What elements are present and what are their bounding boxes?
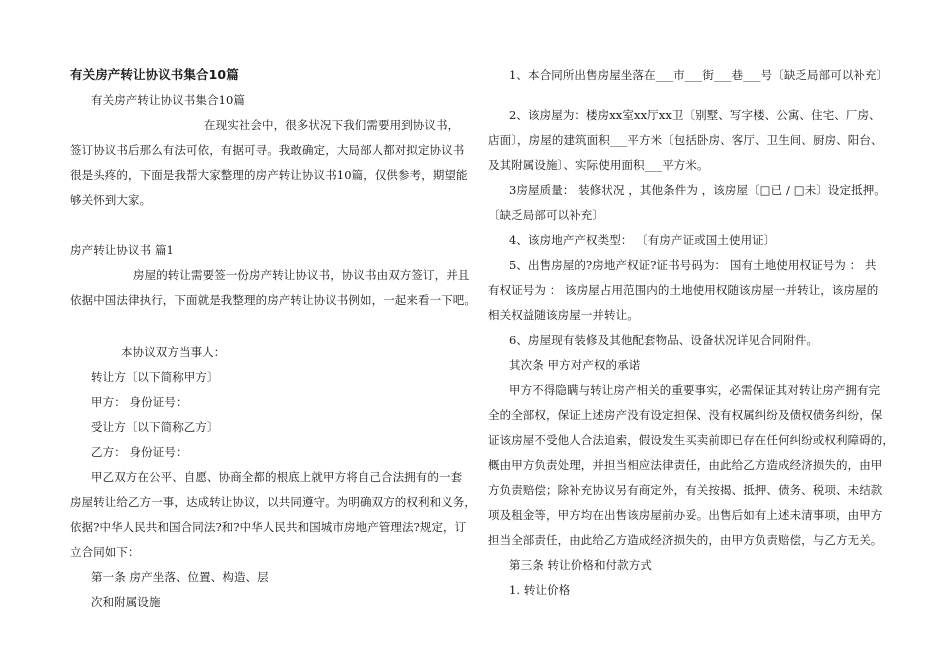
section-heading: 房产转让协议书 篇1 bbox=[70, 243, 174, 257]
article-2-line-5: 方负责赔偿；除补充协议另有商定外，有关按揭、抵押、债务、税项、未结款 bbox=[488, 483, 883, 497]
article-2-line-3: 证该房屋不受他人合法追索，假设发生买卖前即已存在任何纠纷或权利障碍的， bbox=[488, 433, 894, 447]
clause-3-line-2: 〔缺乏局部可以补充〕 bbox=[488, 208, 604, 222]
clause-5-line-2: 有权证号为 ： 该房屋占用范围内的土地使用权随该房屋一并转让，该房屋的 bbox=[488, 283, 879, 297]
para-1-line-1: 房屋的转让需要签一份房产转让协议书，协议书由双方签订，并且 bbox=[133, 268, 470, 282]
para-1-line-2: 依据中国法律执行，下面就是我整理的房产转让协议书例如，一起来看一下吧。 bbox=[70, 293, 476, 307]
article-3-heading: 第三条 转让价格和付款方式 bbox=[509, 558, 652, 572]
agreement-line-2: 房屋转让给乙方一事，达成转让协议，以共同遵守。为明确双方的权利和义务， bbox=[70, 495, 476, 509]
party-a-id: 甲方： 身份证号： bbox=[91, 395, 188, 409]
party-b-id: 乙方： 身份证号： bbox=[91, 445, 188, 459]
subtitle: 有关房产转让协议书集合10篇 bbox=[91, 93, 246, 107]
parties-heading: 本协议双方当事人： bbox=[121, 345, 226, 359]
intro-line-2: 签订协议书后那么有法可依，有据可寻。我敢确定，大局部人都对拟定协议书 bbox=[70, 143, 465, 157]
transferee-label: 受让方〔以下简称乙方〕 bbox=[91, 420, 219, 434]
clause-6: 6、房屋现有装修及其他配套物品、设备状况详见合同附件。 bbox=[509, 333, 819, 347]
intro-line-4: 够关怀到大家。 bbox=[70, 193, 152, 207]
clause-5-line-3: 相关权益随该房屋一并转让。 bbox=[488, 308, 639, 322]
intro-line-3: 很是头疼的，下面是我帮大家整理的房产转让协议书10篇，仅供参考，期望能 bbox=[70, 168, 468, 182]
clause-1: 1、本合同所出售房屋坐落在___市___街___巷___号〔缺乏局部可以补充〕 bbox=[509, 68, 889, 82]
article-2-line-7: 担当全部责任，由此给乙方造成经济损失的，由甲方负责赔偿，与乙方无关。 bbox=[488, 533, 883, 547]
clause-2-line-1: 2、该房屋为：楼房xx室xx厅xx卫〔别墅、写字楼、公寓、住宅、厂房、 bbox=[509, 108, 881, 122]
agreement-line-3: 依据?中华人民共和国合同法?和?中华人民共和国城市房地产管理法?规定，订 bbox=[70, 520, 467, 534]
agreement-line-4: 立合同如下： bbox=[70, 545, 140, 559]
article-2-line-4: 概由甲方负责处理，并担当相应法律责任，由此给乙方造成经济损失的，由甲 bbox=[488, 458, 883, 472]
article-2-line-2: 全的全部权，保证上述房产没有设定担保、没有权属纠纷及债权债务纠纷，保 bbox=[488, 408, 883, 422]
clause-2-line-3: 及其附属设施〕、实际使用面积___平方米。 bbox=[488, 158, 709, 172]
intro-line-1: 在现实社会中，很多状况下我们需要用到协议书， bbox=[204, 118, 460, 132]
clause-4: 4、该房地产产权类型： 〔有房产证或国土使用证〕 bbox=[509, 233, 776, 247]
clause-2-line-2: 店面〕，房屋的建筑面积___平方米〔包括卧房、客厅、卫生间、厨房、阳台、 bbox=[488, 133, 883, 147]
transferor-label: 转让方〔以下简称甲方〕 bbox=[91, 370, 219, 384]
clause-5-line-1: 5、出售房屋的?房地产权证?证书号码为： 国有土地使用权证号为 ： 共 bbox=[509, 258, 877, 272]
article-3-item-1: 1. 转让价格 bbox=[509, 583, 571, 597]
article-2-line-6: 项及租金等，甲方均在出售该房屋前办妥。出售后如有上述未清事项，由甲方 bbox=[488, 508, 883, 522]
article-1-heading-cont: 次和附属设施 bbox=[91, 595, 161, 609]
article-2-line-1: 甲方不得隐瞒与转让房产相关的重要事实，必需保证其对转让房产拥有完 bbox=[509, 383, 881, 397]
document-title: 有关房产转让协议书集合10篇 bbox=[70, 67, 239, 82]
article-1-heading: 第一条 房产坐落、位置、构造、层 bbox=[91, 570, 269, 584]
clause-3-line-1: 3房屋质量： 装修状况 ，其他条件为 ，该房屋〔□已 / □未〕设定抵押。 bbox=[509, 183, 886, 197]
agreement-line-1: 甲乙双方在公平、自愿、协商全都的根底上就甲方将自己合法拥有的一套 bbox=[91, 470, 463, 484]
article-2-heading: 其次条 甲方对产权的承诺 bbox=[509, 358, 641, 372]
